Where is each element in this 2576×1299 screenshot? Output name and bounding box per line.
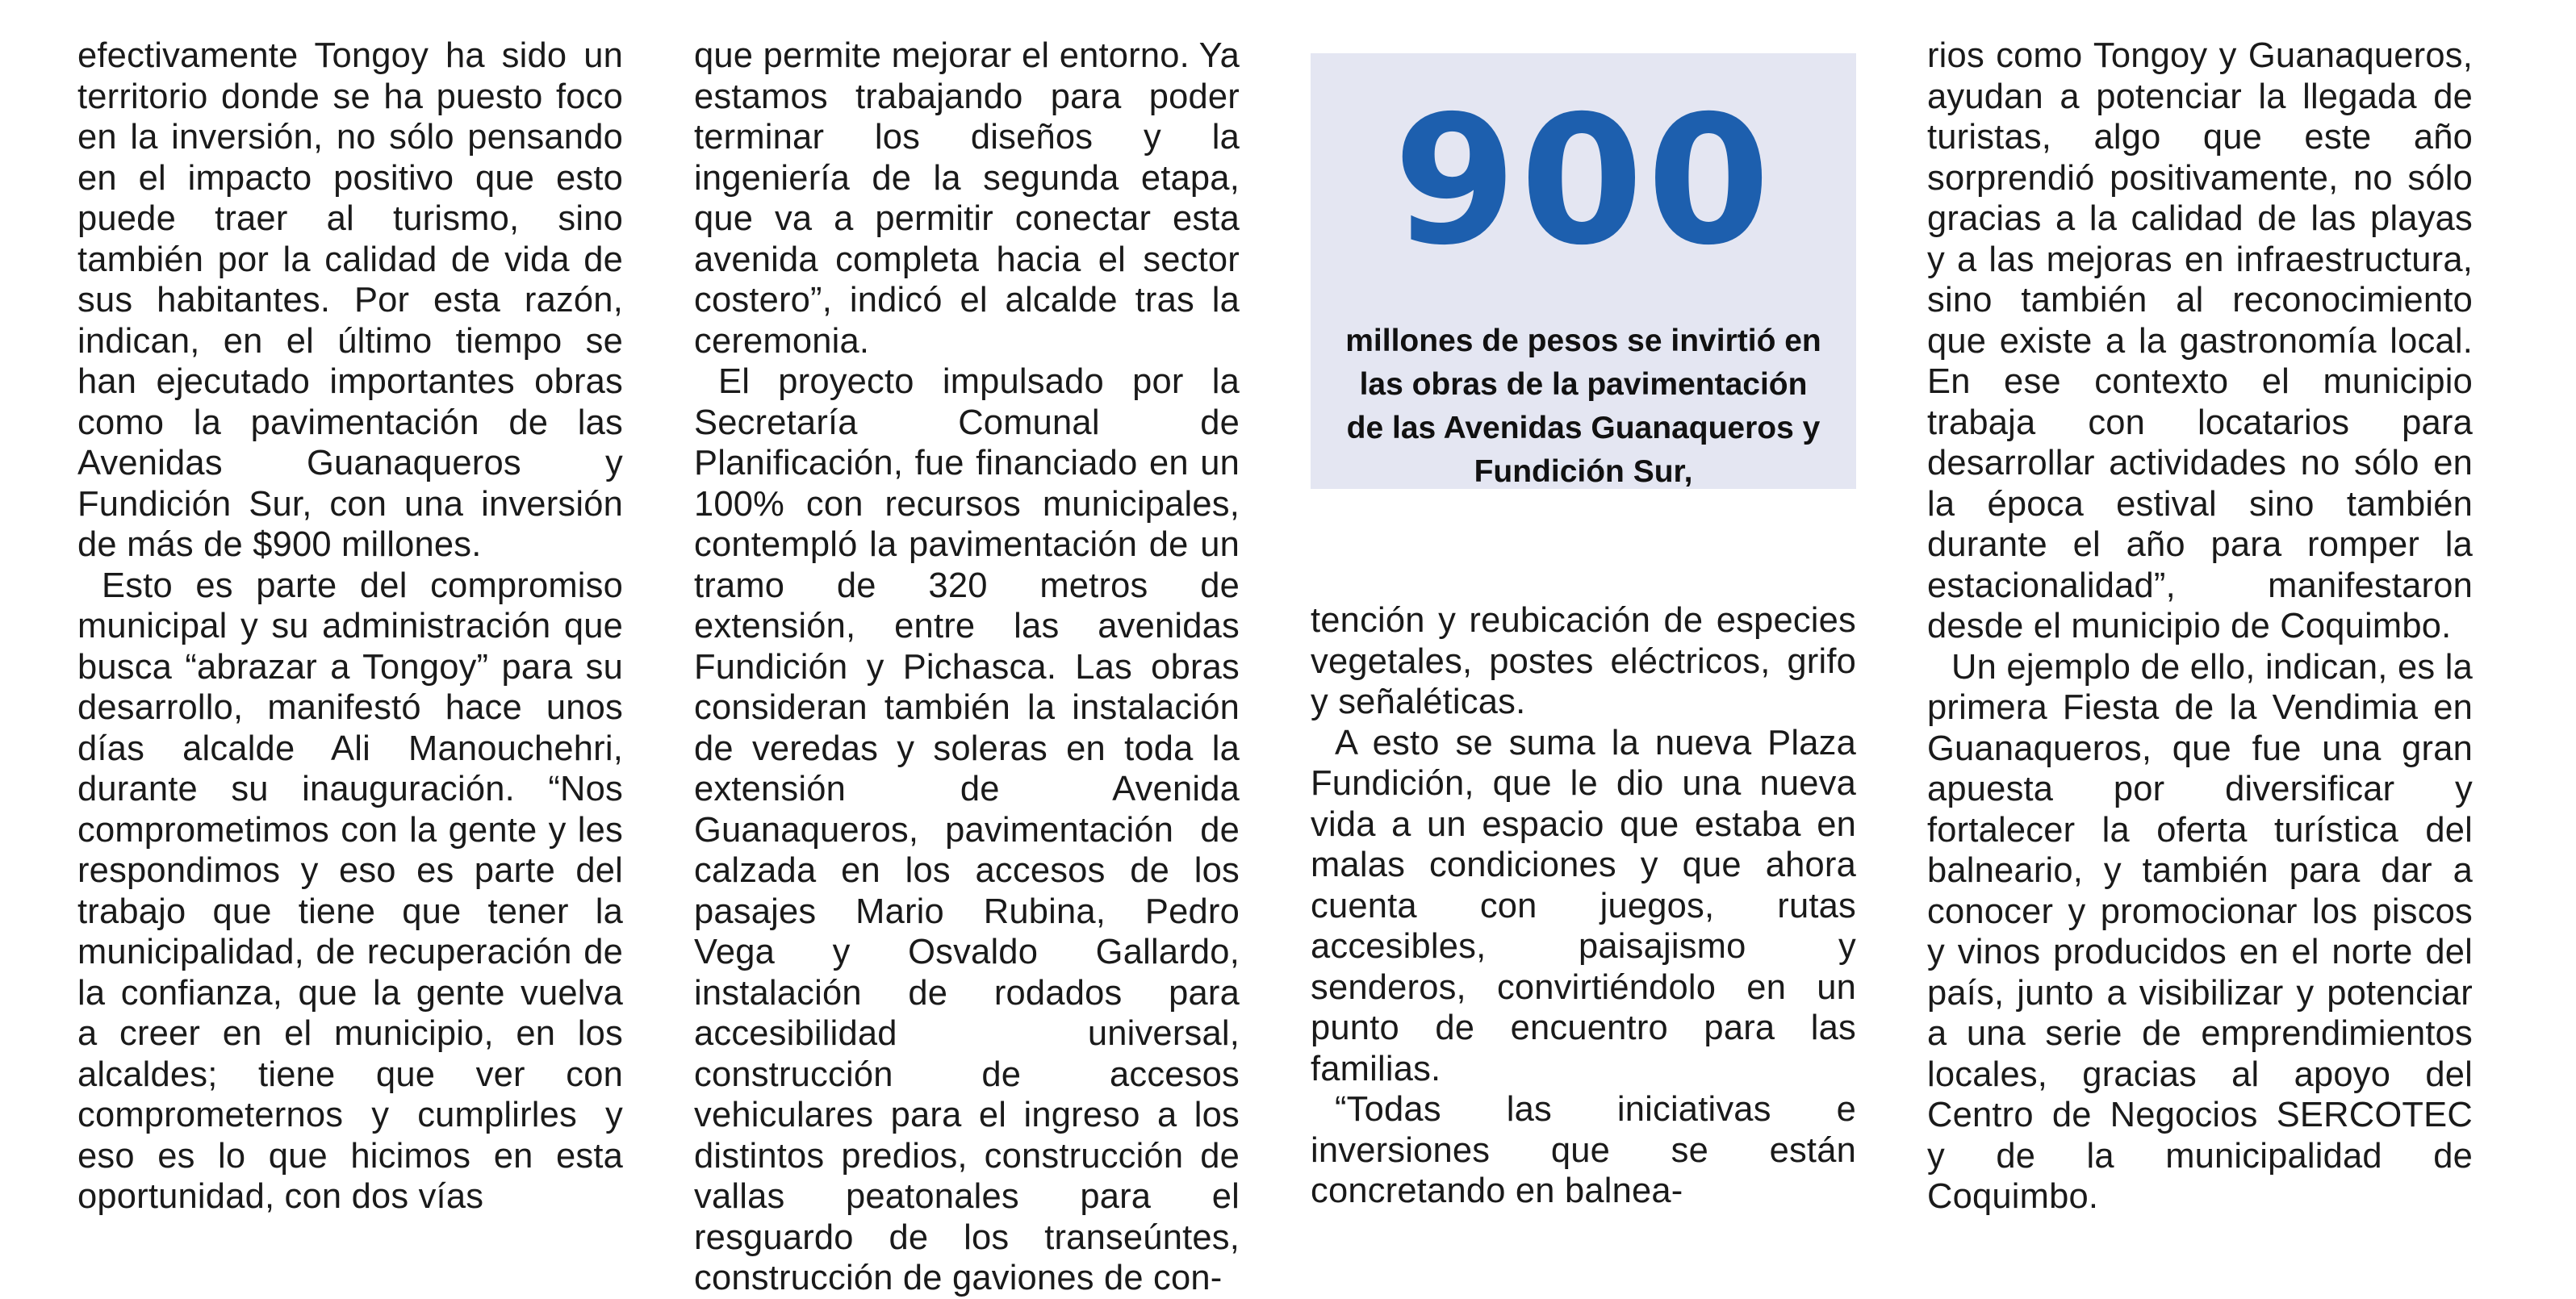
article-column-3 [1311,600,1856,1212]
paragraph: tención y reubicación de especies vegetales, postes eléctricos, grifo y señaléticas. [1311,601,1856,721]
article-column-4 [1927,36,2473,1218]
paragraph: El proyecto impulsado por la Secretaría Comunal de Planificación, fue financiado en un 100% con recursos municipales, contempló la pavimentación de un tramo de 320 metros de extensión, entre las avenidas Fundición y Pichasca. Las obras consideran también la instalación de veredas y soleras en toda la extensión de Avenida Guanaqueros, pavimentación de calzada en los accesos de los pasajes Mario Rubina, Pedro Vega y Osvaldo Gallardo, instalación de rodados para accesibilidad universal, construcción de accesos vehiculares para el ingreso a los distintos predios, construcción de vallas peatonales para el resguardo de los transeúntes, construcción de gaviones de con- [694,362,1240,1297]
article-column-2 [694,36,1240,1299]
paragraph: que permite mejorar el entorno. Ya estamos trabajando para poder terminar los diseños y la ingeniería de la segunda etapa, que va a permitir conectar esta avenida completa hacia el sector costero”, indicó el alcalde tras la ceremonia. [694,36,1240,361]
pull-quote-box [1311,53,1856,489]
paragraph: A esto se suma la nueva Plaza Fundición, que le dio una nueva vida a un espacio que estaba en malas condiciones y que ahora cuenta con juegos, rutas accesibles, paisajismo y senderos, convirtiéndolo en un punto de encuentro para las familias. [1311,723,1856,1088]
paragraph: Un ejemplo de ello, indican, es la primera Fiesta de la Vendimia en Guanaqueros, que fue una gran apuesta por diversificar y fortalecer la oferta turística del balneario, y también para dar a conocer y promocionar los piscos y vinos producidos en el norte del país, junto a visibilizar y potenciar a una serie de emprendimientos locales, gracias al apoyo del Centro de Negocios SERCOTEC y de la municipalidad de Coquimbo. [1927,647,2473,1216]
pull-quote-text: millones de pesos se invirtió en las obras de la pavimentación de las Avenidas Guanaqueros y Fundición Sur, [1345,324,1821,489]
paragraph: rios como Tongoy y Guanaqueros, ayudan a potenciar la llegada de turistas, algo que este año sorprendió positivamente, no sólo gracias a la calidad de las playas y a las mejoras en infraestructura, sino también al reconocimiento que existe a la gastronomía local. En ese contexto el municipio trabaja con locatarios para desarrollar actividades no sólo en la época estival sino también durante el año para romper la estacionalidad”, manifestaron desde el municipio de Coquimbo. [1927,36,2473,645]
paragraph: Esto es parte del compromiso municipal y su administración que busca “abrazar a Tongoy” para su desarrollo, manifestó hace unos días alcalde Ali Manouchehri, durante su inauguración. “Nos comprometimos con la gente y les respondimos y eso es parte del trabajo que tiene que tener la municipalidad, de recuperación de la confianza, que la gente vuelva a creer en el municipio, en los alcaldes; tiene que ver con comprometernos y cumplirles y eso es lo que hicimos en esta oportunidad, con dos vías [77,566,623,1216]
paragraph: “Todas las iniciativas e inversiones que se están concretando en balnea- [1311,1090,1856,1210]
paragraph: efectivamente Tongoy ha sido un territorio donde se ha puesto foco en la inversión, no sólo pensando en el impacto positivo que esto puede traer al turismo, sino también por la calidad de vida de sus habitantes. Por esta razón, indican, en el último tiempo se han ejecutado importantes obras como la pavimentación de las Avenidas Guanaqueros y Fundición Sur, con una inversión de más de $900 millones. [77,36,623,564]
article-column-1 [77,36,623,1218]
pull-quote-number: 900 [1393,77,1774,284]
